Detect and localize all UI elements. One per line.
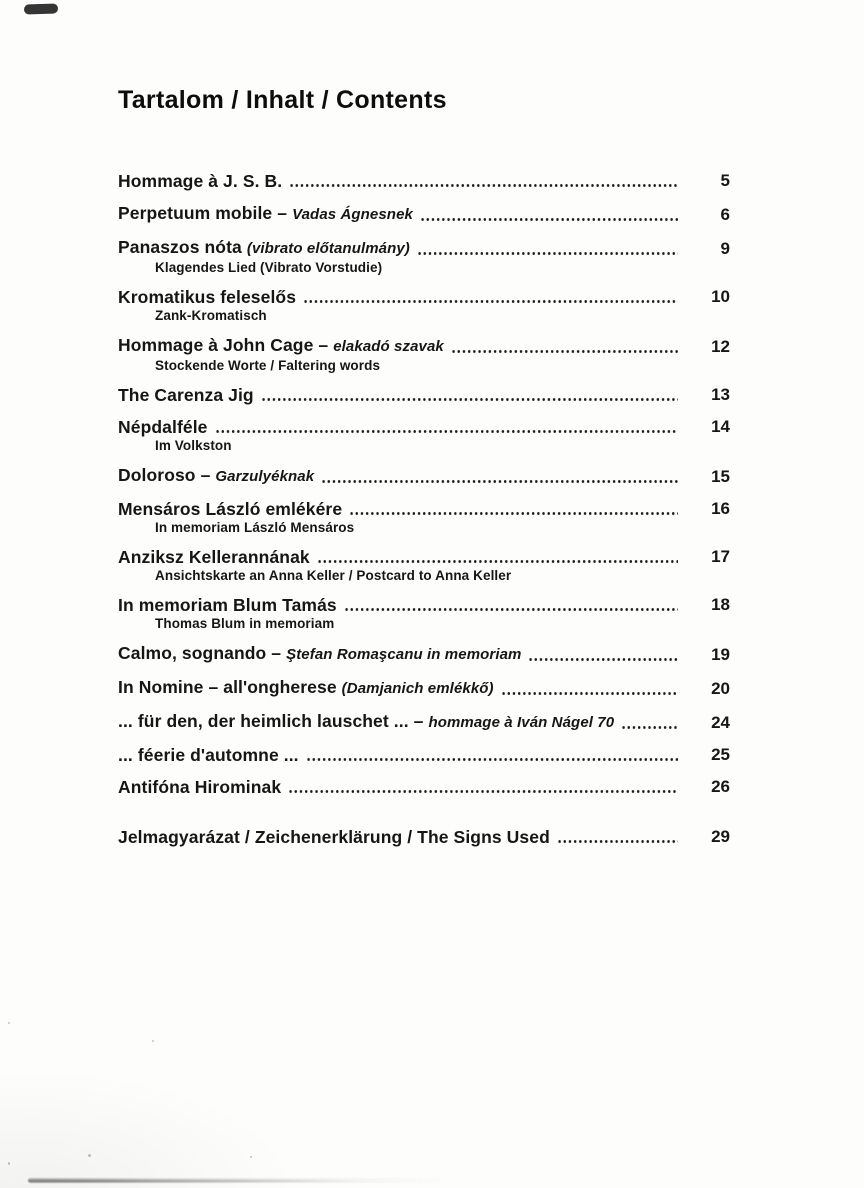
toc-entry-label	[118, 335, 444, 357]
toc-entry-title: Hommage à J. S. B.	[118, 171, 283, 191]
toc-entry-row	[118, 643, 730, 665]
toc-entry-label	[118, 777, 281, 797]
toc-entry-dedication: Vadas Ágnesnek	[292, 206, 413, 223]
dot-leader	[321, 479, 678, 484]
toc-entry-dedication: (vibrato előtanulmány)	[246, 240, 410, 257]
toc-entry	[118, 827, 730, 847]
toc-entry-label	[118, 499, 342, 519]
toc-entry-title: The Carenza Jig	[118, 385, 254, 405]
dot-leader	[215, 429, 679, 434]
toc-entry-title: Panaszos nóta	[118, 237, 242, 257]
toc-entry-row	[118, 547, 730, 567]
toc-entry	[118, 287, 730, 323]
toc-entry	[118, 385, 730, 405]
dot-leader	[420, 217, 678, 222]
toc-entry-title: Antifóna Hirominak	[118, 777, 282, 797]
table-of-contents	[118, 171, 730, 847]
toc-entry-label	[118, 465, 314, 487]
dot-leader	[288, 789, 678, 794]
scan-speck	[250, 1156, 252, 1158]
toc-entry-label	[118, 745, 299, 765]
dot-leader	[303, 299, 678, 304]
toc-entry-row	[118, 203, 730, 225]
dot-leader	[289, 183, 678, 188]
toc-entry-title: Hommage à John Cage –	[118, 335, 329, 355]
toc-entry	[118, 677, 730, 699]
toc-entry-page-number: 16	[711, 499, 730, 518]
toc-entry-dedication: (Damjanich emlékkő)	[341, 680, 494, 697]
toc-entry	[118, 417, 730, 453]
toc-entry	[118, 171, 730, 191]
dot-leader	[261, 397, 678, 402]
toc-entry-row	[118, 417, 730, 437]
scan-speck	[152, 1040, 154, 1042]
page-title: Tartalom / Inhalt / Contents	[118, 86, 447, 114]
toc-entry-subtitle: Stockende Worte / Faltering words	[155, 358, 381, 373]
toc-entry-page-number: 15	[711, 467, 730, 486]
toc-entry-label	[118, 827, 550, 847]
toc-entry-page-number: 14	[711, 417, 730, 436]
toc-entry-title: ... für den, der heimlich lauschet ... –	[118, 711, 424, 731]
toc-entry-row	[118, 827, 730, 847]
toc-entry-row	[118, 499, 730, 519]
toc-entry	[118, 499, 730, 535]
toc-entry-page-number: 26	[711, 777, 730, 796]
toc-entry-row	[118, 385, 730, 405]
toc-entry-row	[118, 777, 730, 797]
toc-entry-page-number: 5	[720, 171, 730, 190]
toc-entry-page-number: 13	[711, 385, 730, 404]
toc-entry-page-number: 24	[711, 713, 730, 732]
scan-smudge-bottom	[28, 1178, 458, 1183]
toc-entry	[118, 777, 730, 797]
dot-leader	[501, 691, 678, 696]
toc-entry	[118, 203, 730, 225]
toc-entry-label	[118, 171, 282, 191]
toc-entry-label	[118, 547, 310, 567]
dot-leader	[317, 559, 678, 564]
toc-entry-label	[118, 595, 337, 615]
dot-leader	[557, 839, 678, 844]
toc-entry	[118, 745, 730, 765]
toc-entry-dedication: Garzulyéknak	[215, 468, 315, 485]
toc-entry-page-number: 17	[711, 547, 730, 566]
toc-entry-page-number: 6	[720, 205, 730, 224]
toc-entry-subtitle: Im Volkston	[155, 438, 232, 453]
toc-entry-title: Perpetuum mobile –	[118, 203, 288, 223]
scan-smudge-top-left	[24, 3, 58, 14]
toc-entry-subtitle: Klagendes Lied (Vibrato Vorstudie)	[155, 260, 383, 275]
dot-leader	[306, 757, 678, 762]
toc-entry-title: Doloroso –	[118, 465, 211, 485]
toc-entry-page-number: 18	[711, 595, 730, 614]
toc-entry-title: In Nomine – all'ongherese	[118, 677, 337, 697]
toc-entry-title: Mensáros László emlékére	[118, 499, 343, 519]
toc-entry-page-number: 19	[711, 645, 730, 664]
scan-speck	[8, 1022, 10, 1024]
scan-speck	[8, 1162, 10, 1165]
toc-entry-row	[118, 237, 730, 259]
toc-entry	[118, 643, 730, 665]
toc-entry-row	[118, 171, 730, 191]
toc-entry-title: In memoriam Blum Tamás	[118, 595, 337, 615]
toc-entry-row	[118, 335, 730, 357]
toc-entry-subtitle: Zank-Kromatisch	[155, 308, 267, 323]
toc-entry	[118, 237, 730, 275]
toc-entry	[118, 595, 730, 631]
toc-entry-row	[118, 595, 730, 615]
toc-entry-row	[118, 711, 730, 733]
toc-entry-label	[118, 237, 410, 259]
toc-entry-row	[118, 677, 730, 699]
toc-entry-subtitle: Ansichtskarte an Anna Keller / Postcard to Anna Keller	[155, 568, 512, 583]
toc-entry-label	[118, 677, 494, 699]
toc-entry-label	[118, 287, 296, 307]
toc-entry-label	[118, 417, 208, 437]
toc-entry-page-number: 25	[711, 745, 730, 764]
toc-entry-page-number: 20	[711, 679, 730, 698]
toc-entry-dedication: Ştefan Romaşcanu in memoriam	[286, 646, 522, 663]
toc-entry-title: Calmo, sognando –	[118, 643, 282, 663]
toc-entry-label	[118, 711, 614, 733]
toc-entry-label	[118, 203, 413, 225]
toc-entry	[118, 465, 730, 487]
scan-speck	[88, 1154, 91, 1157]
toc-entry	[118, 711, 730, 733]
toc-entry-subtitle: Thomas Blum in memoriam	[155, 616, 335, 631]
toc-entry-label	[118, 643, 521, 665]
toc-entry-page-number: 9	[720, 239, 730, 258]
dot-leader	[621, 725, 678, 730]
dot-leader	[349, 511, 678, 516]
toc-entry	[118, 335, 730, 373]
toc-entry-subtitle: In memoriam László Mensáros	[155, 520, 355, 535]
toc-entry-row	[118, 745, 730, 765]
toc-entry-page-number: 29	[711, 827, 730, 846]
toc-entry-row	[118, 465, 730, 487]
toc-entry-title: ... féerie d'automne ...	[118, 745, 299, 765]
dot-leader	[451, 349, 678, 354]
toc-entry-title: Kromatikus feleselős	[118, 287, 297, 307]
toc-entry-dedication: elakadó szavak	[333, 338, 444, 355]
dot-leader	[417, 251, 678, 256]
toc-entry-title: Anziksz Kellerannának	[118, 547, 310, 567]
toc-entry-title: Népdalféle	[118, 417, 208, 437]
toc-entry-page-number: 10	[711, 287, 730, 306]
toc-entry-dedication: hommage à Iván Nágel 70	[428, 714, 615, 731]
dot-leader	[528, 657, 678, 662]
toc-entry-title: Jelmagyarázat / Zeichenerklärung / The Signs Used	[118, 827, 550, 847]
dot-leader	[344, 607, 678, 612]
toc-entry-page-number: 12	[711, 337, 730, 356]
toc-entry-row	[118, 287, 730, 307]
toc-entry-label	[118, 385, 254, 405]
toc-entry	[118, 547, 730, 583]
